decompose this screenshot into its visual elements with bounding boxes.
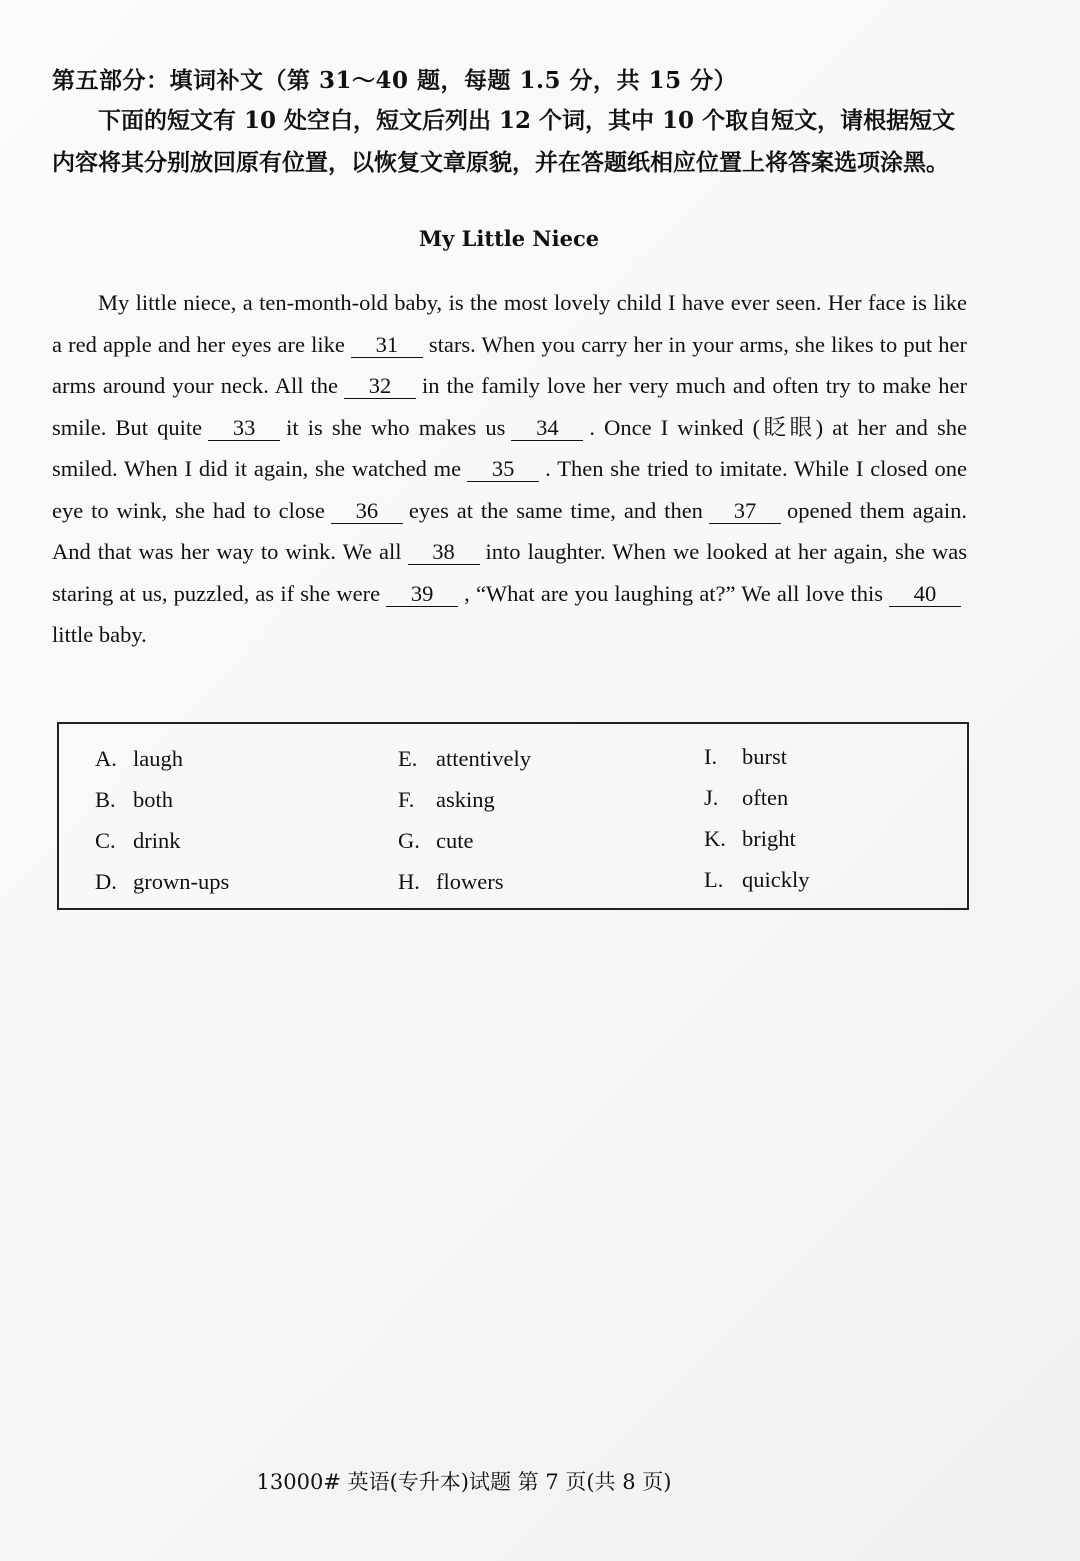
passage-text bbox=[52, 282, 967, 656]
blank-32: 32 bbox=[344, 374, 416, 399]
passage-segment: it is she who makes us bbox=[286, 414, 506, 440]
blank-33: 33 bbox=[208, 416, 280, 441]
option-word: cute bbox=[436, 828, 474, 853]
option-i bbox=[704, 744, 787, 770]
option-word: attentively bbox=[436, 746, 531, 771]
option-j bbox=[704, 785, 788, 811]
passage-segment: in the family love her very much and often try to make her smile. But quite bbox=[52, 373, 967, 440]
option-l bbox=[704, 867, 810, 893]
passage-segment: opened them again. And that was her way to wink. We all bbox=[52, 497, 968, 564]
passage-title: My Little Niece bbox=[418, 226, 600, 251]
option-letter: H. bbox=[398, 869, 420, 894]
passage-segment: My little niece, a ten-month-old baby, is the most lovely child I have ever seen. Her face is like a red apple and her eyes are like bbox=[52, 290, 967, 357]
option-word: bright bbox=[742, 826, 796, 851]
passage-segment: little baby. bbox=[52, 622, 147, 647]
option-word: both bbox=[133, 787, 174, 812]
passage-segment: eyes at the same time, and then bbox=[408, 497, 703, 523]
option-word: asking bbox=[436, 787, 495, 812]
option-word: grown-ups bbox=[133, 869, 230, 894]
option-letter: A. bbox=[95, 746, 117, 771]
option-h bbox=[398, 869, 503, 895]
blank-36: 36 bbox=[331, 499, 403, 524]
section-title: 第五部分：填词补文（第 31～40 题，每题 1.5 分，共 15 分） bbox=[52, 67, 738, 94]
option-a bbox=[95, 746, 183, 772]
blank-38: 38 bbox=[408, 540, 480, 565]
option-word: laugh bbox=[133, 746, 183, 771]
passage-segment: into laughter. When we looked at her again, she was staring at us, puzzled, as if she were bbox=[52, 539, 967, 606]
blank-34: 34 bbox=[511, 416, 583, 441]
word-options-box bbox=[57, 722, 969, 910]
blank-31: 31 bbox=[351, 333, 423, 358]
page-footer: 13000# 英语(专升本)试题 第 7 页(共 8 页) bbox=[256, 1470, 672, 1494]
option-letter: B. bbox=[95, 787, 116, 812]
option-letter: C. bbox=[95, 828, 116, 853]
blank-40: 40 bbox=[889, 582, 961, 607]
option-letter: E. bbox=[398, 746, 418, 771]
option-word: often bbox=[742, 785, 789, 810]
option-word: quickly bbox=[742, 867, 810, 892]
passage-segment: stars. When you carry her in your arms, she likes to put her arms around your neck. All the bbox=[52, 331, 967, 398]
option-d bbox=[95, 869, 229, 895]
option-g bbox=[398, 828, 473, 854]
passage-segment: . Then she tried to imitate. While I closed one eye to wink, she had to close bbox=[52, 456, 967, 523]
section-instructions: 下面的短文有 10 处空白，短文后列出 12 个词，其中 10 个取自短文，请根据短文内容将其分别放回原有位置，以恢复文章原貌，并在答题纸相应位置上将答案选项涂黑。 bbox=[52, 107, 956, 176]
option-letter: D. bbox=[95, 869, 117, 894]
option-b bbox=[95, 787, 173, 813]
option-e bbox=[398, 746, 531, 772]
option-word: burst bbox=[742, 744, 787, 769]
option-letter: I. bbox=[704, 744, 718, 769]
option-c bbox=[95, 828, 181, 854]
blank-37: 37 bbox=[709, 499, 781, 524]
option-word: flowers bbox=[436, 869, 504, 894]
option-letter: G. bbox=[398, 828, 420, 853]
passage-segment: . Once I winked (眨眼) at her and she smiled. When I did it again, she watched me bbox=[52, 414, 967, 481]
option-letter: J. bbox=[704, 785, 719, 810]
option-k bbox=[704, 826, 796, 852]
blank-35: 35 bbox=[467, 457, 539, 482]
option-word: drink bbox=[133, 828, 181, 853]
option-letter: K. bbox=[704, 826, 726, 851]
option-letter: F. bbox=[398, 787, 415, 812]
option-letter: L. bbox=[704, 867, 724, 892]
option-f bbox=[398, 787, 495, 813]
passage-segment: , “What are you laughing at?” We all love this bbox=[464, 580, 883, 606]
blank-39: 39 bbox=[386, 582, 458, 607]
